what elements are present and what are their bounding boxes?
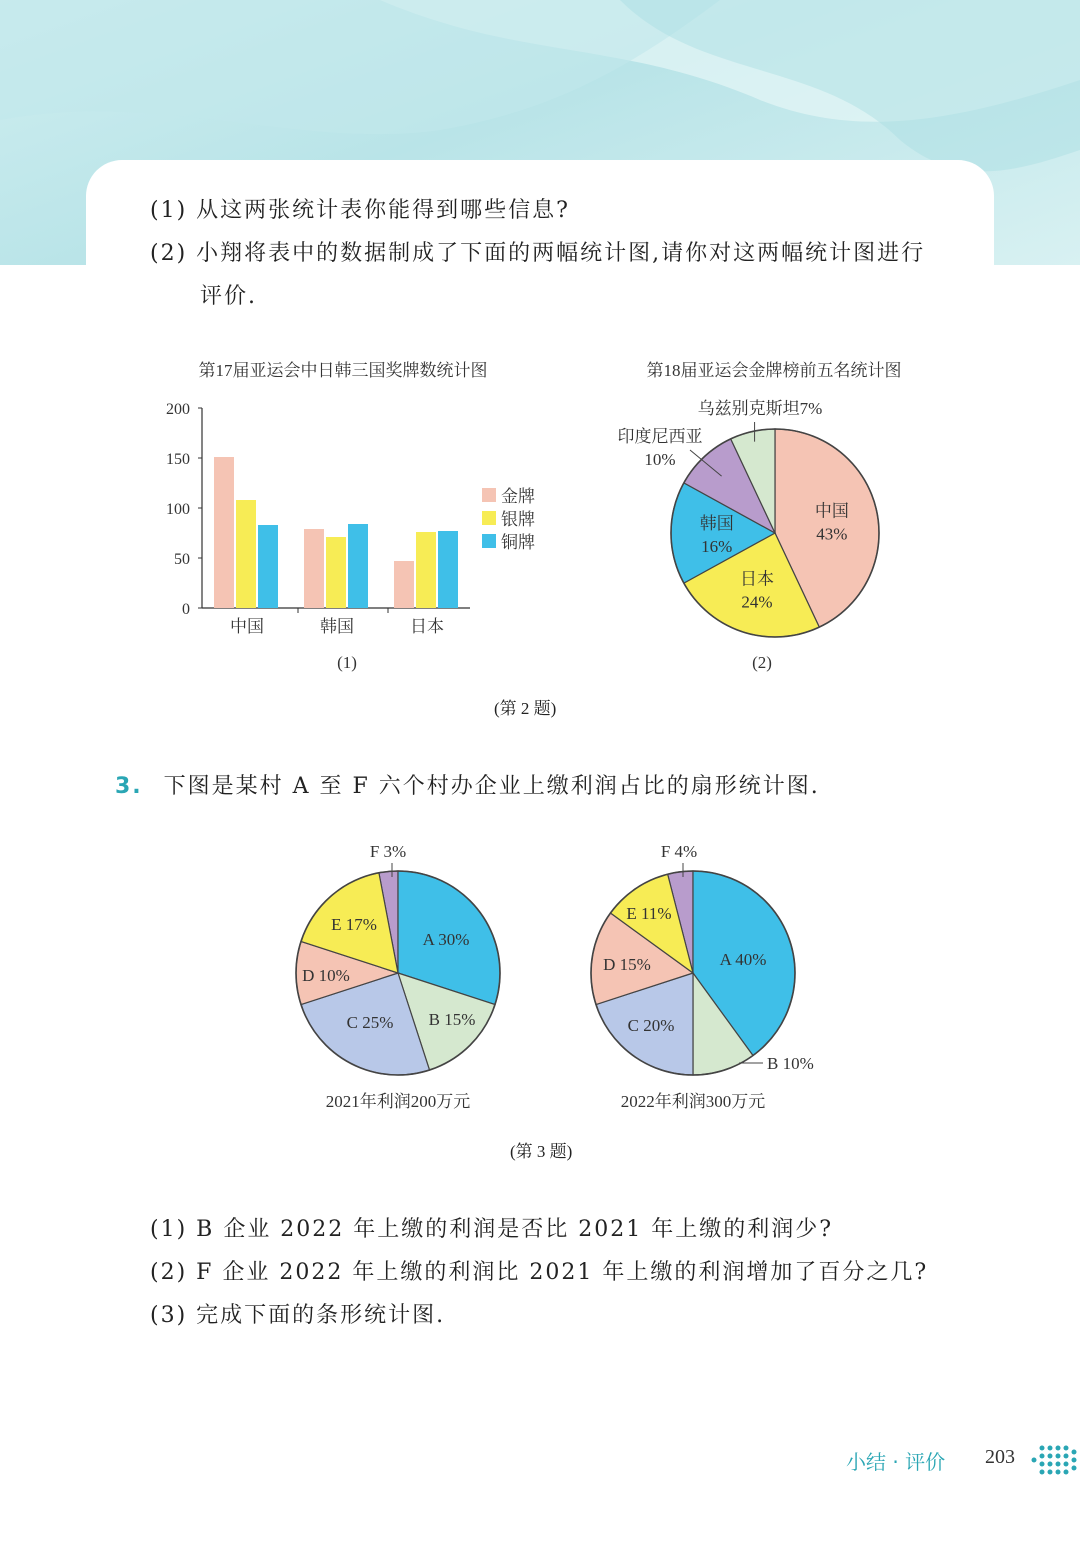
bar-韩国-金牌 [304,529,324,608]
bar-y-tick-label: 100 [166,501,190,518]
footer-section-label: 小结 · 评价 [846,1450,946,1474]
pie2021-label-E: E 17% [331,915,377,934]
figure-3-caption: (第 3 题) [510,1142,573,1161]
bar-中国-金牌 [214,457,234,608]
question-3-2: (2) F 企业 2022 年上缴的利润比 2021 年上缴的利润增加了百分之几? [150,1260,929,1285]
pie2022-label-F: F 4% [660,842,698,861]
legend-swatch-铜牌 [482,534,496,548]
bar-y-tick-label: 0 [182,601,190,618]
bar-category-label: 中国 [230,617,264,636]
question-3-1: (1) B 企业 2022 年上缴的利润是否比 2021 年上缴的利润少? [150,1217,834,1242]
pie18-value-中国: 43% [816,524,848,544]
pie2021-label-C: C 25% [346,1013,394,1032]
pie2022-label-C: C 20% [627,1016,675,1035]
question-3 [115,769,820,800]
pie18-label-uzbekistan: 乌兹别克斯坦7% [697,399,823,418]
bar-中国-铜牌 [258,525,278,608]
bar-y-tick-label: 200 [166,401,190,418]
question-3-3: (3) 完成下面的条形统计图. [150,1303,446,1328]
legend-swatch-银牌 [482,511,496,525]
page-number: 203 [985,1446,1015,1468]
bar-category-label: 日本 [410,617,444,636]
bar-日本-银牌 [416,532,436,608]
figure-2-caption: (第 2 题) [494,699,557,718]
pie18-label-日本: 日本 [740,569,775,589]
pie2022-label-B: B 10% [767,1054,814,1073]
dot-grid-icon [1030,1440,1078,1480]
pie18-value-韩国: 16% [701,537,733,556]
bar-chart-title: 第17届亚运会中日韩三国奖牌数统计图 [198,361,488,380]
bar-日本-铜牌 [438,531,458,608]
pie18-label-韩国: 韩国 [699,514,734,533]
pie18-label-中国: 中国 [814,501,849,521]
pie2022-label-E: E 11% [626,904,672,923]
pie2021-label-A: A 30% [422,930,470,949]
pie2021-label-F: F 3% [369,842,407,861]
pie2021-title: 2021年利润200万元 [325,1092,471,1111]
legend-label-金牌: 金牌 [501,487,535,506]
question-2-1: (1) 从这两张统计表你能得到哪些信息? [150,198,570,223]
bar-category-label: 韩国 [320,617,354,636]
question-3-text: 下图是某村 A 至 F 六个村办企业上缴利润占比的扇形统计图. [163,774,820,799]
pie18-value-日本: 24% [741,592,773,612]
question-2-2-cont: 评价. [200,284,257,309]
pie2022-label-D: D 15% [603,955,651,974]
medal-bar-chart [150,350,570,680]
bar-y-tick-label: 150 [166,451,190,468]
bar-y-tick-label: 50 [174,551,190,568]
profit-2021-pie-chart [280,835,540,1125]
pie18-title: 第18届亚运会金牌榜前五名统计图 [646,361,902,380]
bar-日本-金牌 [394,561,414,608]
gold-medal-pie-chart [600,350,940,680]
bar-韩国-铜牌 [348,524,368,608]
pie2022-title: 2022年利润300万元 [620,1092,766,1111]
legend-swatch-金牌 [482,488,496,502]
pie18-value-indonesia: 10% [644,450,676,469]
bar-韩国-银牌 [326,537,346,608]
profit-2022-pie-chart [575,835,835,1125]
pie18-sublabel: (2) [752,653,772,672]
legend-label-银牌: 银牌 [501,510,535,529]
legend-label-铜牌: 铜牌 [501,533,535,552]
question-2-2: (2) 小翔将表中的数据制成了下面的两幅统计图,请你对这两幅统计图进行 [150,241,926,266]
bar-中国-银牌 [236,500,256,608]
bar-chart-sublabel: (1) [337,653,357,672]
question-3-number: 3. [115,774,143,799]
pie2022-label-A: A 40% [719,950,767,969]
pie2021-label-D: D 10% [302,966,350,985]
pie2021-label-B: B 15% [428,1010,476,1029]
pie18-label-indonesia: 印度尼西亚 [617,427,703,446]
